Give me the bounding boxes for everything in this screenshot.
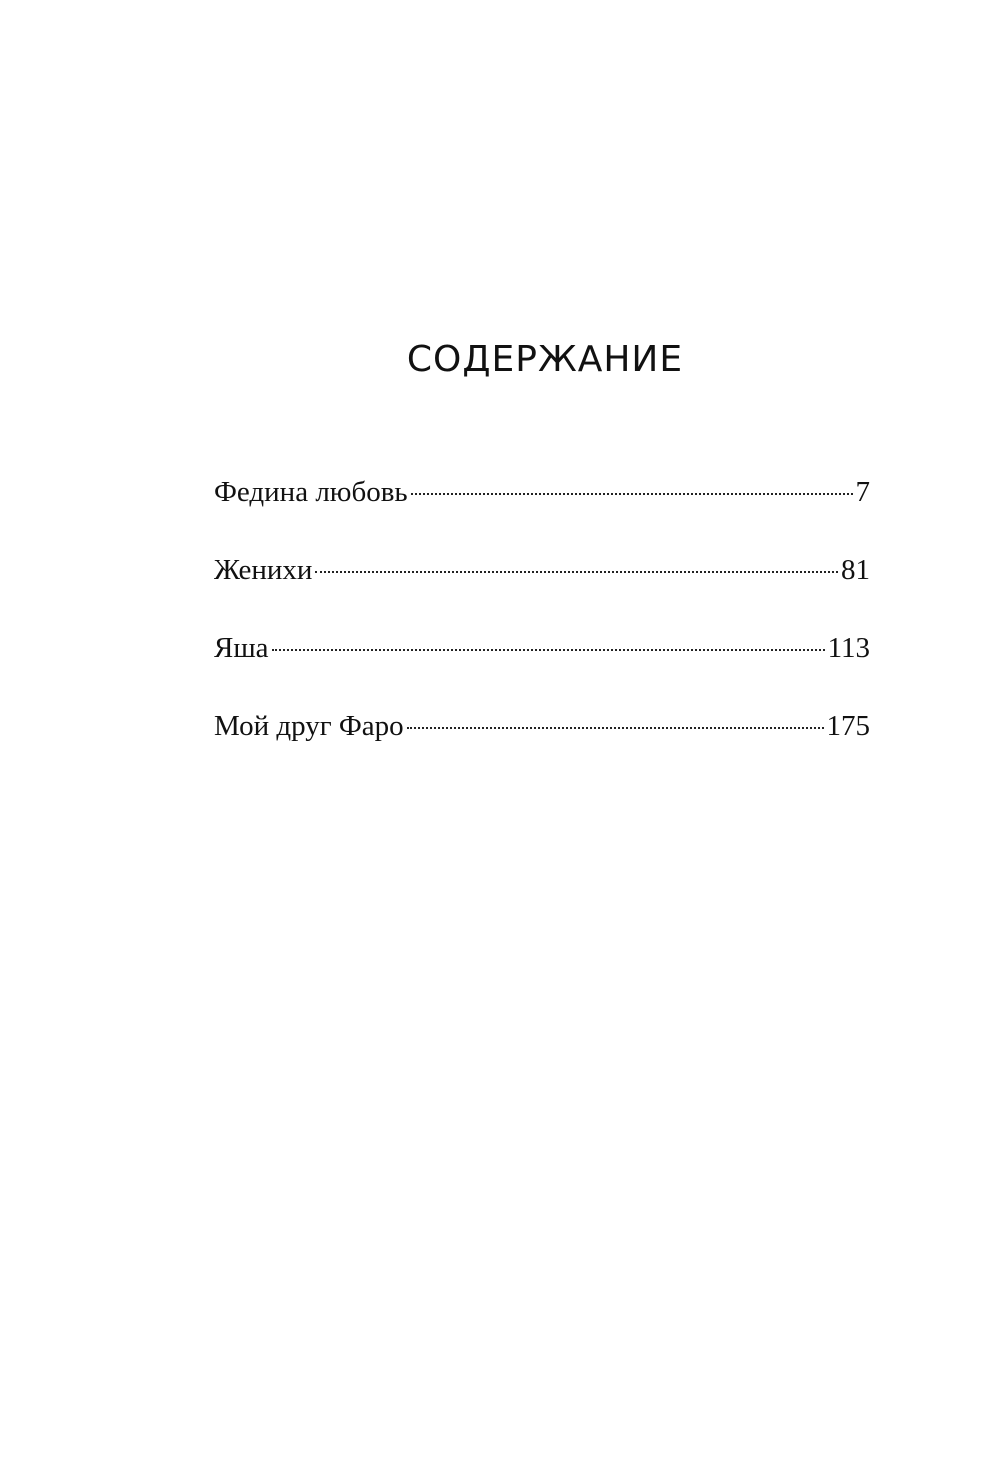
dot-leader: [315, 571, 838, 573]
toc-entry-page: 175: [826, 710, 870, 742]
toc-entry: [214, 704, 870, 782]
toc-entry-label: Федина любовь: [214, 476, 408, 508]
toc-entry: [214, 548, 870, 626]
toc-entry-page: 81: [841, 554, 870, 586]
toc-entry-label: Яша: [214, 632, 269, 664]
toc-entry-page: 113: [827, 632, 870, 664]
toc-list: [214, 470, 870, 782]
toc-entry-page: 7: [855, 476, 870, 508]
toc-entry-label: Мой друг Фаро: [214, 710, 404, 742]
toc-title: СОДЕРЖАНИЕ: [406, 339, 684, 380]
dot-leader: [411, 493, 853, 495]
toc-entry-label: Женихи: [214, 554, 313, 586]
dot-leader: [272, 649, 825, 651]
toc-entry: [214, 470, 870, 548]
toc-entry: [214, 626, 870, 704]
dot-leader: [407, 727, 824, 729]
